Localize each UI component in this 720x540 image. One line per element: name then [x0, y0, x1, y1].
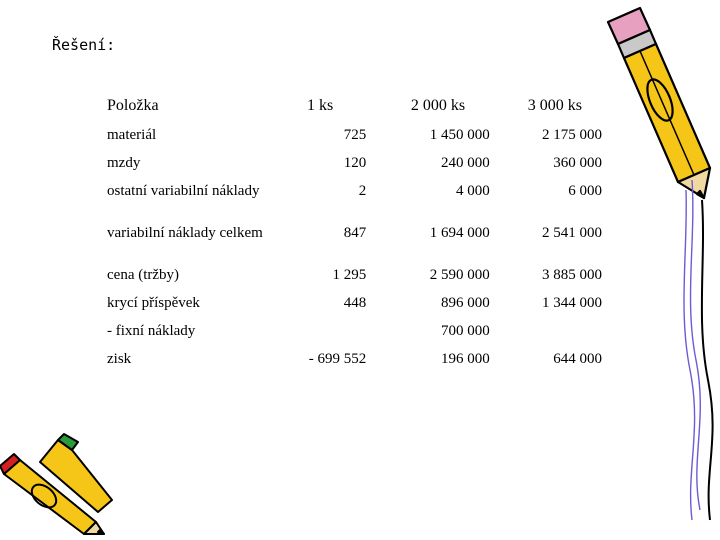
table-header-row — [100, 91, 610, 123]
table-row — [100, 291, 610, 319]
cost-table — [100, 91, 610, 375]
cell-value: 1 344 000 — [542, 295, 602, 311]
header-1ks: 1 ks — [306, 97, 334, 114]
pencil-clipart-icon — [600, 0, 720, 540]
cell-value: 2 541 000 — [542, 225, 602, 241]
cell-value: 1 295 — [332, 267, 367, 283]
cell-value: 360 000 — [553, 155, 602, 171]
table-row — [100, 221, 610, 263]
row-label: zisk — [107, 351, 132, 367]
solution-heading: Řešení: — [52, 36, 116, 54]
cell-value: 700 000 — [440, 323, 490, 339]
cell-value: 448 — [343, 295, 367, 311]
cell-value: 240 000 — [440, 155, 490, 171]
cell-value: 2 — [358, 183, 367, 199]
header-3000ks: 3 000 ks — [527, 97, 582, 114]
cell-value: 6 000 — [568, 183, 602, 199]
cell-value: 1 694 000 — [429, 225, 490, 241]
table-row — [100, 319, 610, 347]
cell-value: 4 000 — [455, 183, 490, 199]
table-row — [100, 179, 610, 221]
cell-value: 896 000 — [440, 295, 490, 311]
table-row — [100, 151, 610, 179]
row-label: variabilní náklady celkem — [107, 225, 263, 241]
cell-value: 196 000 — [440, 351, 490, 367]
header-2000ks: 2 000 ks — [410, 97, 466, 114]
cell-value: 2 590 000 — [429, 267, 490, 283]
cell-value: 2 175 000 — [542, 127, 602, 143]
row-label: cena (tržby) — [107, 267, 180, 283]
cell-value — [500, 319, 610, 347]
cell-value: 3 885 000 — [542, 267, 602, 283]
table-row — [100, 123, 610, 151]
row-label: ostatní variabilní náklady — [107, 183, 260, 199]
cell-value: 644 000 — [553, 351, 602, 367]
cell-value: 1 450 000 — [429, 127, 490, 143]
row-label: krycí příspěvek — [107, 295, 200, 311]
row-label: - fixní náklady — [107, 323, 196, 339]
cell-value: 847 — [343, 225, 367, 241]
crayons-clipart-icon — [0, 430, 120, 540]
cell-value: 120 — [343, 155, 367, 171]
table-row — [100, 347, 610, 375]
cell-value — [264, 319, 376, 347]
row-label: mzdy — [107, 155, 141, 171]
header-item: Položka — [107, 97, 159, 114]
table-row — [100, 263, 610, 291]
cell-value: - 699 552 — [308, 351, 367, 367]
row-label: materiál — [107, 127, 157, 143]
cell-value: 725 — [343, 127, 367, 143]
